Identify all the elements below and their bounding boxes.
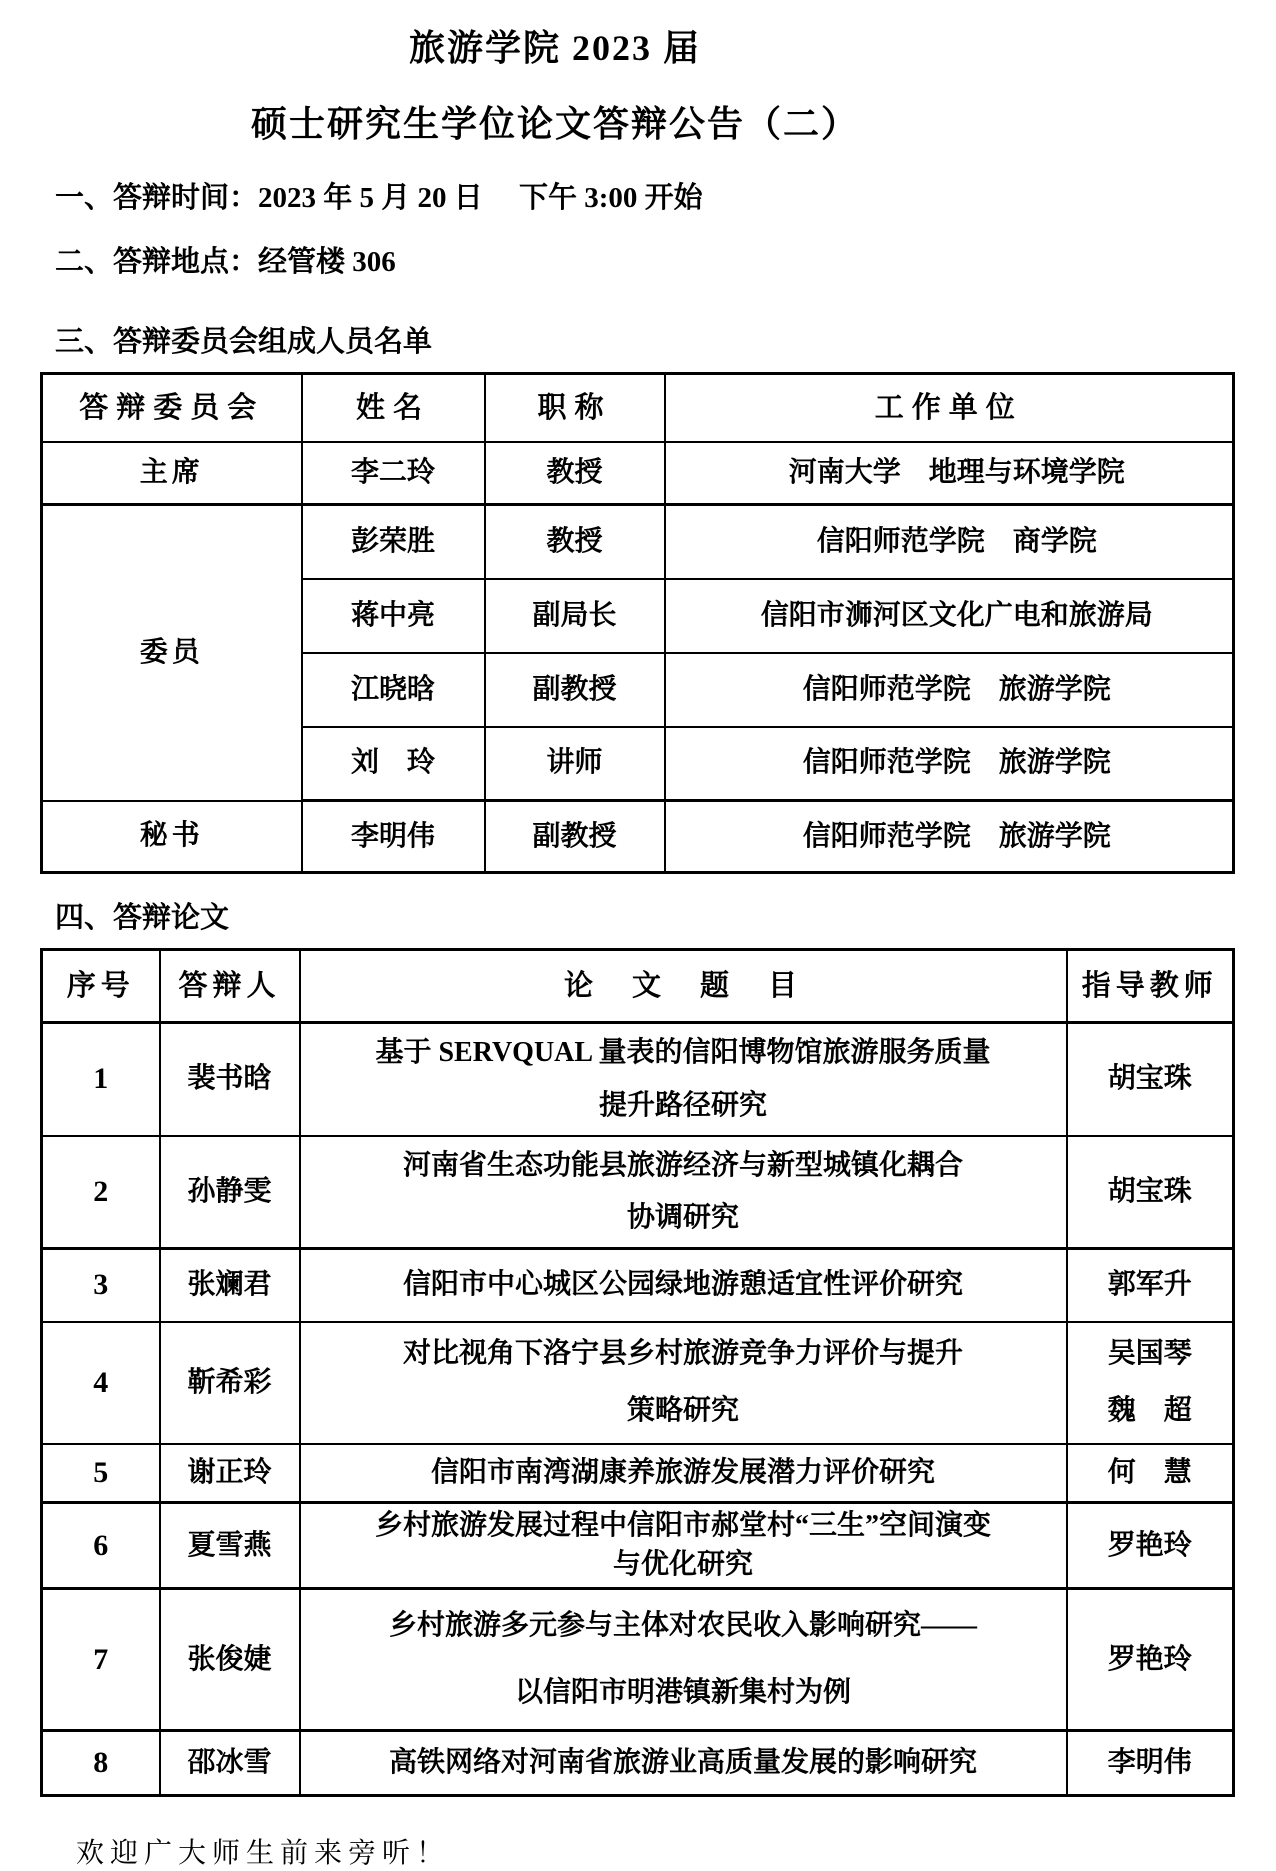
thesis-title-line: 协调研究: [626, 1202, 739, 1233]
role-cell: 秘书: [42, 801, 302, 873]
defense-time-value: 2023 年 5 月 20 日 下午 3:00 开始: [258, 182, 703, 214]
advisor-name: 吴国琴: [1107, 1338, 1192, 1369]
table-row: [42, 1249, 1234, 1322]
header-thesis-title: 论 文 题 目: [300, 950, 1067, 1023]
thesis-title-line: 乡村旅游多元参与主体对农民收入影响研究——: [388, 1610, 977, 1641]
defense-time-label: 一、答辩时间：: [55, 182, 259, 214]
header-seq: 序号: [42, 950, 160, 1023]
header-name: 姓名: [302, 374, 485, 442]
student-cell: 孙静雯: [160, 1136, 300, 1249]
table-row: [42, 1136, 1234, 1249]
seq-cell: 4: [42, 1322, 160, 1444]
thesis-title-cell: [300, 1023, 1067, 1136]
org-cell: 信阳师范学院 旅游学院: [665, 801, 1234, 873]
advisor-cell: 胡宝珠: [1067, 1136, 1234, 1249]
student-cell: 谢正玲: [160, 1444, 300, 1503]
name-cell: 江晓晗: [302, 653, 485, 727]
seq-cell: 3: [42, 1249, 160, 1322]
seq-cell: 6: [42, 1503, 160, 1589]
student-cell: 张俊婕: [160, 1589, 300, 1731]
section-defense-place: [40, 244, 1240, 280]
page-title-line2: 硕士研究生学位论文答辩公告（二）: [250, 104, 859, 144]
thesis-title-cell: [300, 1589, 1067, 1731]
thesis-title-line: 提升路径研究: [598, 1089, 767, 1121]
title-cell: 教授: [485, 442, 665, 505]
seq-cell: 8: [42, 1731, 160, 1796]
advisor-cell: [1067, 1322, 1234, 1444]
header-organization: 工作单位: [665, 374, 1234, 442]
title-cell: 教授: [485, 505, 665, 579]
thesis-title-line: 对比视角下洛宁县乡村旅游竞争力评价与提升: [402, 1338, 963, 1369]
table-row: [42, 1503, 1234, 1589]
section-defense-time: [40, 180, 1240, 216]
advisor-cell: 胡宝珠: [1067, 1023, 1234, 1136]
role-cell: 主席: [42, 442, 302, 505]
thesis-title-line: 乡村旅游发展过程中信阳市郝堂村“三生”空间演变: [374, 1510, 991, 1541]
title-cell: 讲师: [485, 727, 665, 801]
committee-header-row: [42, 374, 1234, 442]
header-title: 职称: [485, 374, 665, 442]
org-cell: 河南大学 地理与环境学院: [665, 442, 1234, 505]
student-cell: 夏雪燕: [160, 1503, 300, 1589]
thesis-title-line: 与优化研究: [612, 1549, 753, 1580]
org-cell: 信阳师范学院 商学院: [665, 505, 1234, 579]
advisor-cell: 罗艳玲: [1067, 1589, 1234, 1731]
student-cell: 张斓君: [160, 1249, 300, 1322]
table-row: [42, 1444, 1234, 1503]
thesis-title-cell: 信阳市南湾湖康养旅游发展潜力评价研究: [300, 1444, 1067, 1503]
thesis-title-cell: [300, 1136, 1067, 1249]
name-cell: 刘 玲: [302, 727, 485, 801]
thesis-title-cell: 高铁网络对河南省旅游业高质量发展的影响研究: [300, 1731, 1067, 1796]
seq-cell: 2: [42, 1136, 160, 1249]
org-cell: 信阳师范学院 旅游学院: [665, 653, 1234, 727]
seq-cell: 5: [42, 1444, 160, 1503]
title-cell: 副教授: [485, 801, 665, 873]
advisor-cell: 郭军升: [1067, 1249, 1234, 1322]
thesis-title-cell: [300, 1322, 1067, 1444]
thesis-title-line: 策略研究: [626, 1395, 739, 1426]
name-cell: 蒋中亮: [302, 579, 485, 653]
defense-place-value: 经管楼 306: [258, 246, 396, 278]
student-cell: 裴书晗: [160, 1023, 300, 1136]
thesis-title-line: 以信阳市明港镇新集村为例: [514, 1677, 851, 1708]
committee-heading: 三、答辩委员会组成人员名单: [55, 326, 433, 358]
student-cell: 邵冰雪: [160, 1731, 300, 1796]
table-row: [42, 1731, 1234, 1796]
advisor-name: 魏 超: [1107, 1395, 1192, 1426]
table-row: [42, 1322, 1234, 1444]
defense-place-label: 二、答辩地点：: [55, 246, 259, 278]
thesis-title-line: 基于 SERVQUAL 量表的信阳博物馆旅游服务质量: [375, 1037, 991, 1068]
table-row: [42, 442, 1234, 505]
footer-note: 欢迎广大师生前来旁听！: [76, 1838, 451, 1869]
thesis-title-cell: 信阳市中心城区公园绿地游憩适宜性评价研究: [300, 1249, 1067, 1322]
org-cell: 信阳师范学院 旅游学院: [665, 727, 1234, 801]
table-row: [42, 505, 1234, 579]
thesis-table: [40, 948, 1235, 1797]
name-cell: 李明伟: [302, 801, 485, 873]
page-title-line1: 旅游学院 2023 届: [408, 28, 701, 68]
committee-table: [40, 372, 1235, 874]
title-cell: 副局长: [485, 579, 665, 653]
name-cell: 李二玲: [302, 442, 485, 505]
table-row: [42, 1589, 1234, 1731]
org-cell: 信阳市浉河区文化广电和旅游局: [665, 579, 1234, 653]
table-row: [42, 1023, 1234, 1136]
table-row: [42, 801, 1234, 873]
thesis-title-cell: [300, 1503, 1067, 1589]
header-committee-role: 答辩委员会: [42, 374, 302, 442]
header-advisor: 指导教师: [1067, 950, 1234, 1023]
advisor-cell: 何 慧: [1067, 1444, 1234, 1503]
title-block: [40, 26, 1070, 146]
role-cell-members: 委员: [42, 505, 302, 801]
header-student: 答辩人: [160, 950, 300, 1023]
thesis-title-line: 河南省生态功能县旅游经济与新型城镇化耦合: [402, 1149, 963, 1181]
advisor-cell: 罗艳玲: [1067, 1503, 1234, 1589]
thesis-header-row: [42, 950, 1234, 1023]
thesis-heading: 四、答辩论文: [55, 902, 230, 934]
student-cell: 靳希彩: [160, 1322, 300, 1444]
title-cell: 副教授: [485, 653, 665, 727]
name-cell: 彭荣胜: [302, 505, 485, 579]
seq-cell: 7: [42, 1589, 160, 1731]
seq-cell: 1: [42, 1023, 160, 1136]
advisor-cell: 李明伟: [1067, 1731, 1234, 1796]
